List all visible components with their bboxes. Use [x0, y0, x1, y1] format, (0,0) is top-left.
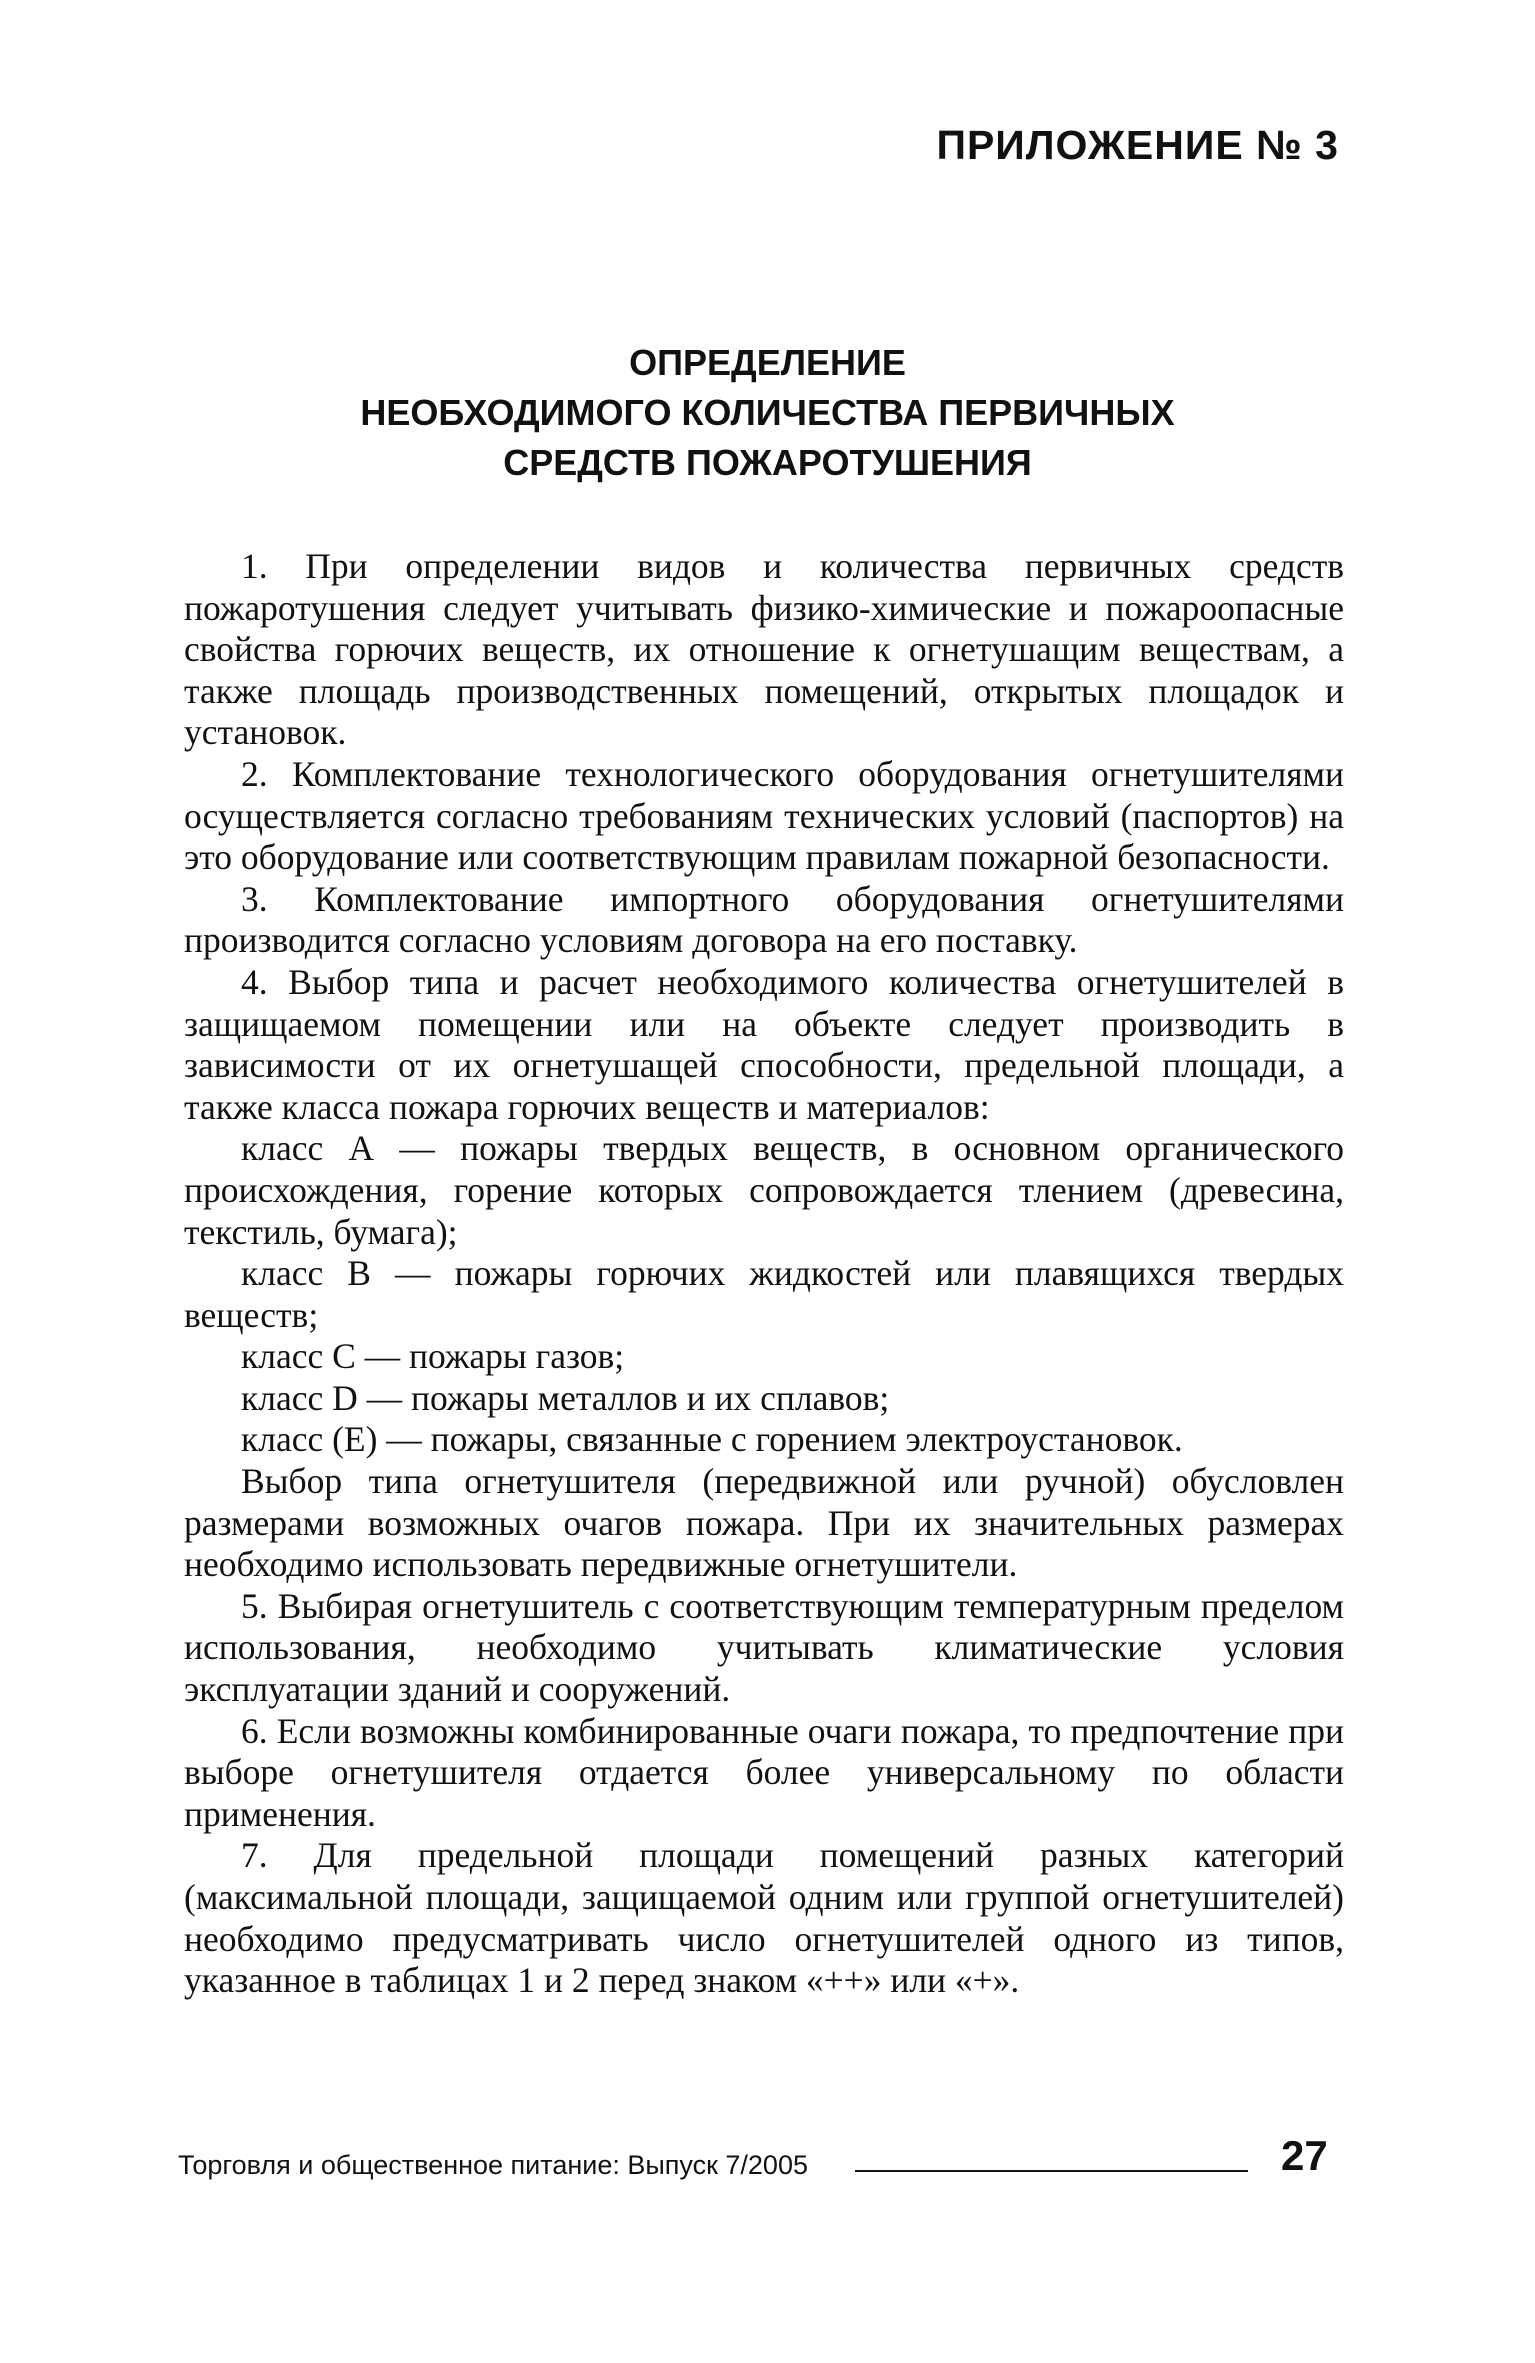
paragraph-3: 3. Комплектование импортного оборудования огнетушителями производится согласно условиям договора на его поставку. [184, 878, 1344, 961]
paragraph-1: 1. При определении видов и количества первичных средств пожаротушения следует учитывать физико-химические и пожароопасные свойства горючих веществ, их отношение к огнетушащим веществам, а также площадь производственных помещений, открытых площадок и установок. [184, 546, 1344, 753]
class-e-item: класс (Е) — пожары, связанные с горением электроустановок. [241, 1419, 1183, 1460]
class-c-item: класс С — пожары газов; [241, 1336, 625, 1377]
body-text [184, 546, 1344, 2002]
class-b-item: класс В — пожары горючих жидкостей или плавящихся твердых веществ; [184, 1253, 1344, 1335]
document-title [0, 338, 1535, 488]
class-a-item: класс А — пожары твердых веществ, в основном органического происхождения, горение которых сопровождается тлением (древесина, текстиль, бумага); [184, 1128, 1344, 1252]
paragraph-7: 7. Для предельной площади помещений разных категорий (максимальной площади, защищаемой одним или группой огнетушителей) необходимо предусматривать число огнетушителей одного из типов, указанное в таблицах 1 и 2 перед знаком «++» или «+». [184, 1835, 1344, 2001]
title-line-2: НЕОБХОДИМОГО КОЛИЧЕСТВА ПЕРВИЧНЫХ [360, 392, 1175, 433]
paragraph-4: 4. Выбор типа и расчет необходимого количества огнетушителей в защищаемом помещении или на объекте следует производить в зависимости от их огнетушащей способности, предельной площади, а также класса пожара горючих веществ и материалов: [184, 961, 1344, 1127]
paragraph-extinguisher-type: Выбор типа огнетушителя (передвижной или ручной) обусловлен размерами возможных очагов пожара. При их значительных размерах необходимо использовать передвижные огнетушители. [184, 1461, 1344, 1585]
appendix-label: ПРИЛОЖЕНИЕ № 3 [936, 122, 1339, 168]
class-d-item: класс D — пожары металлов и их сплавов; [241, 1377, 890, 1418]
title-line-3: СРЕДСТВ ПОЖАРОТУШЕНИЯ [503, 442, 1032, 483]
paragraph-6: 6. Если возможны комбинированные очаги пожара, то предпочтение при выборе огнетушителя отдается более универсальному по области применения. [184, 1710, 1344, 1834]
footer-divider [855, 2170, 1248, 2172]
title-line-1: ОПРЕДЕЛЕНИЕ [629, 342, 906, 383]
publication-info: Торговля и общественное питание: Выпуск 7/2005 [178, 2150, 808, 2180]
paragraph-5: 5. Выбирая огнетушитель с соответствующим температурным пределом использования, необходимо учитывать климатические условия эксплуатации зданий и сооружений. [184, 1585, 1344, 1710]
paragraph-2: 2. Комплектование технологического оборудования огнетушителями осуществляется согласно требованиям технических условий (паспортов) на это оборудование или соответствующим правилам пожарной безопасности. [184, 753, 1344, 878]
page-number: 27 [1281, 2132, 1328, 2179]
